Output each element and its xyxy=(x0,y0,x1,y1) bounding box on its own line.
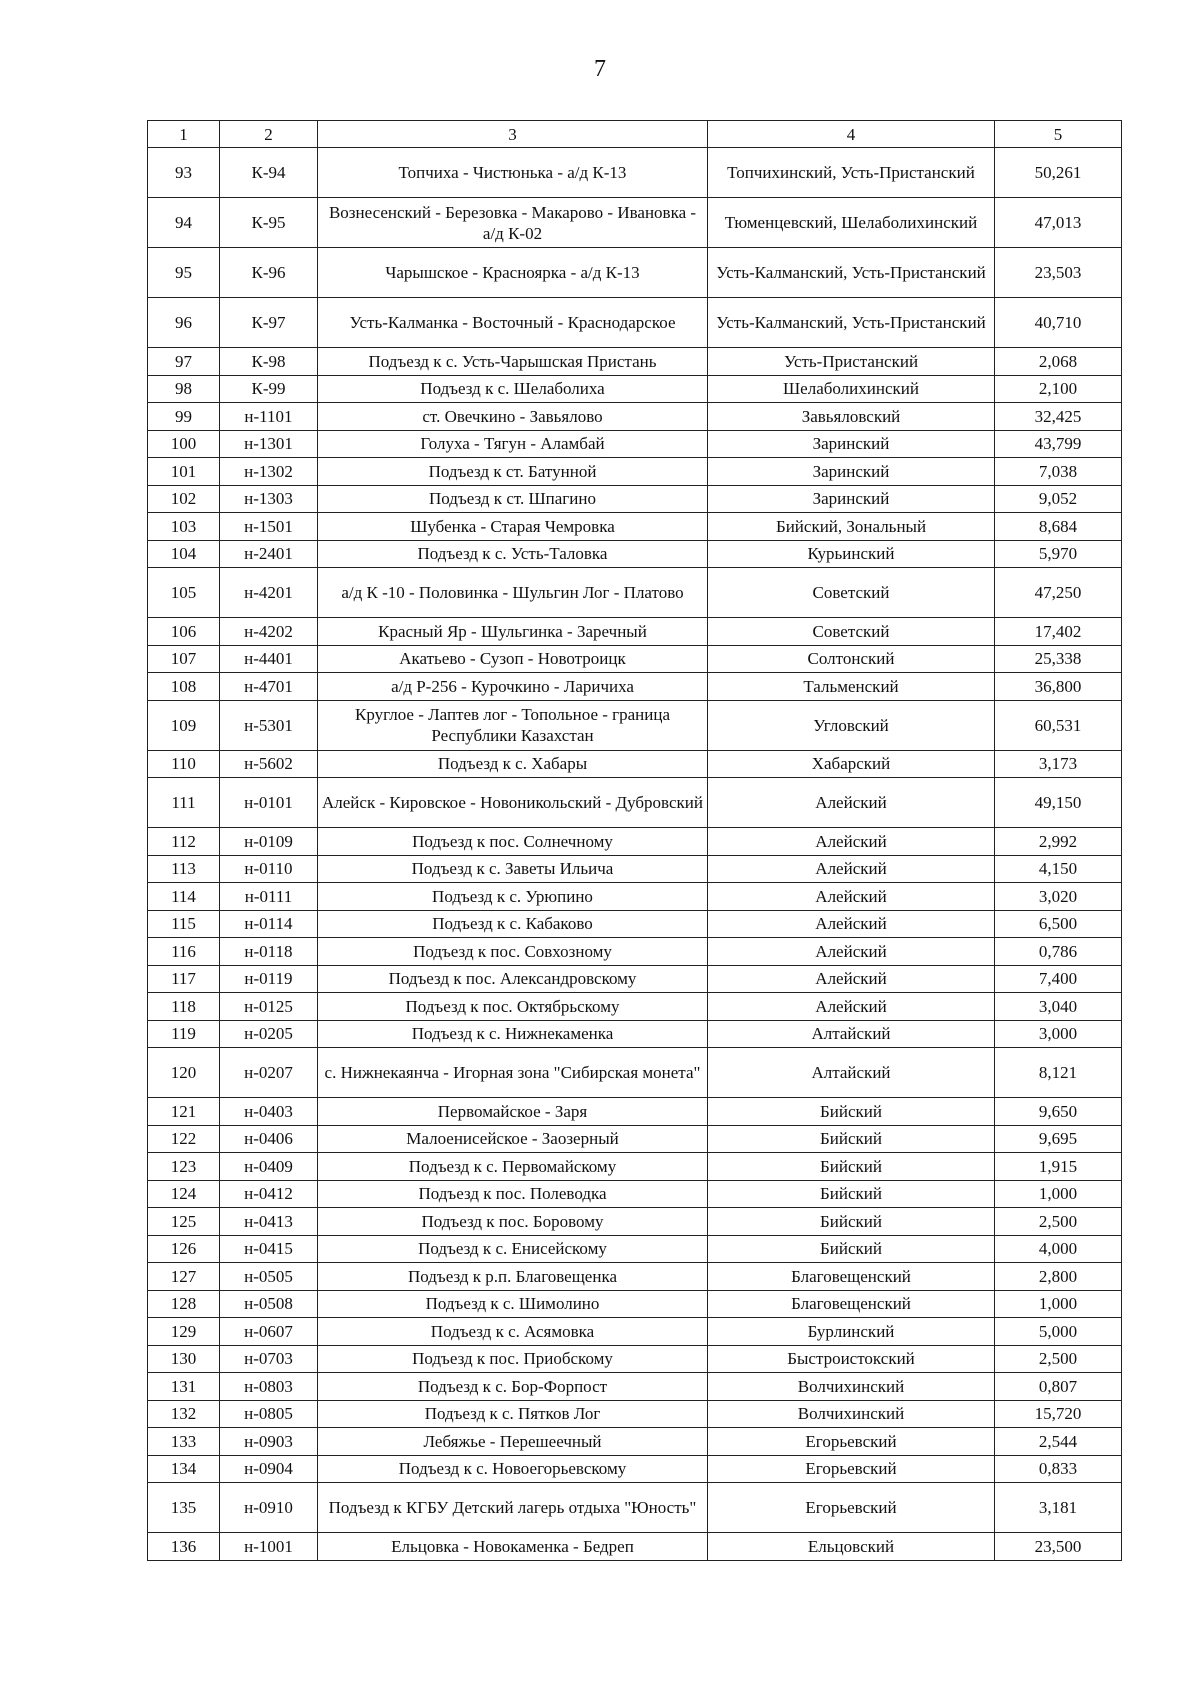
road-name-cell: с. Нижнекаянча - Игорная зона "Сибирская монета" xyxy=(318,1048,708,1098)
length-cell: 1,000 xyxy=(995,1180,1122,1208)
table-row xyxy=(148,1428,1122,1456)
table-row xyxy=(148,883,1122,911)
row-number-cell: 133 xyxy=(148,1428,220,1456)
row-number-cell: 105 xyxy=(148,568,220,618)
road-code-cell: н-0109 xyxy=(220,828,318,856)
district-cell: Тальменский xyxy=(708,673,995,701)
district-cell: Завьяловский xyxy=(708,403,995,431)
road-name-cell: Подъезд к ст. Батунной xyxy=(318,458,708,486)
row-number-cell: 98 xyxy=(148,375,220,403)
district-cell: Усть-Калманский, Усть-Пристанский xyxy=(708,248,995,298)
road-name-cell: Первомайское - Заря xyxy=(318,1098,708,1126)
table-row xyxy=(148,1125,1122,1153)
length-cell: 23,500 xyxy=(995,1533,1122,1561)
table-row xyxy=(148,1373,1122,1401)
district-cell: Благовещенский xyxy=(708,1263,995,1291)
row-number-cell: 107 xyxy=(148,645,220,673)
district-cell: Усть-Калманский, Усть-Пристанский xyxy=(708,298,995,348)
district-cell: Бурлинский xyxy=(708,1318,995,1346)
road-code-cell: н-0803 xyxy=(220,1373,318,1401)
length-cell: 3,000 xyxy=(995,1020,1122,1048)
length-cell: 43,799 xyxy=(995,430,1122,458)
table-row xyxy=(148,910,1122,938)
length-cell: 9,650 xyxy=(995,1098,1122,1126)
length-cell: 2,992 xyxy=(995,828,1122,856)
road-code-cell: н-0118 xyxy=(220,938,318,966)
district-cell: Волчихинский xyxy=(708,1373,995,1401)
road-name-cell: а/д Р-256 - Курочкино - Ларичиха xyxy=(318,673,708,701)
road-code-cell: н-0111 xyxy=(220,883,318,911)
road-name-cell: Подъезд к с. Енисейскому xyxy=(318,1235,708,1263)
road-name-cell: Усть-Калманка - Восточный - Краснодарское xyxy=(318,298,708,348)
table-row xyxy=(148,1098,1122,1126)
length-cell: 50,261 xyxy=(995,148,1122,198)
road-name-cell: Подъезд к с. Усть-Чарышская Пристань xyxy=(318,348,708,376)
road-code-cell: н-4202 xyxy=(220,618,318,646)
row-number-cell: 97 xyxy=(148,348,220,376)
district-cell: Егорьевский xyxy=(708,1455,995,1483)
length-cell: 5,000 xyxy=(995,1318,1122,1346)
district-cell: Тюменцевский, Шелаболихинский xyxy=(708,198,995,248)
road-code-cell: н-1301 xyxy=(220,430,318,458)
road-name-cell: Подъезд к с. Шимолино xyxy=(318,1290,708,1318)
district-cell: Алейский xyxy=(708,910,995,938)
road-name-cell: Вознесенский - Березовка - Макарово - Ивановка - а/д К-02 xyxy=(318,198,708,248)
district-cell: Бийский xyxy=(708,1180,995,1208)
table-row xyxy=(148,700,1122,750)
road-code-cell: К-95 xyxy=(220,198,318,248)
row-number-cell: 94 xyxy=(148,198,220,248)
length-cell: 36,800 xyxy=(995,673,1122,701)
table-row xyxy=(148,673,1122,701)
district-cell: Быстроистокский xyxy=(708,1345,995,1373)
row-number-cell: 126 xyxy=(148,1235,220,1263)
length-cell: 3,181 xyxy=(995,1483,1122,1533)
road-code-cell: н-0409 xyxy=(220,1153,318,1181)
table-row xyxy=(148,1263,1122,1291)
road-name-cell: Подъезд к с. Усть-Таловка xyxy=(318,540,708,568)
page-number: 7 xyxy=(594,56,606,82)
table-row xyxy=(148,485,1122,513)
length-cell: 2,544 xyxy=(995,1428,1122,1456)
table-row xyxy=(148,1455,1122,1483)
district-cell: Бийский xyxy=(708,1125,995,1153)
length-cell: 1,000 xyxy=(995,1290,1122,1318)
road-code-cell: н-1303 xyxy=(220,485,318,513)
road-code-cell: н-0910 xyxy=(220,1483,318,1533)
road-code-cell: н-0415 xyxy=(220,1235,318,1263)
district-cell: Заринский xyxy=(708,458,995,486)
table-row xyxy=(148,1290,1122,1318)
road-name-cell: Голуха - Тягун - Аламбай xyxy=(318,430,708,458)
district-cell: Алейский xyxy=(708,778,995,828)
road-code-cell: н-0125 xyxy=(220,993,318,1021)
length-cell: 9,052 xyxy=(995,485,1122,513)
table-row xyxy=(148,1318,1122,1346)
district-cell: Алейский xyxy=(708,965,995,993)
length-cell: 3,173 xyxy=(995,750,1122,778)
district-cell: Усть-Пристанский xyxy=(708,348,995,376)
row-number-cell: 120 xyxy=(148,1048,220,1098)
table-row xyxy=(148,750,1122,778)
road-code-cell: н-0207 xyxy=(220,1048,318,1098)
road-name-cell: Малоенисейское - Заозерный xyxy=(318,1125,708,1153)
table-row xyxy=(148,198,1122,248)
road-code-cell: н-4201 xyxy=(220,568,318,618)
table-row xyxy=(148,1180,1122,1208)
row-number-cell: 112 xyxy=(148,828,220,856)
road-code-cell: н-0703 xyxy=(220,1345,318,1373)
road-code-cell: н-0413 xyxy=(220,1208,318,1236)
road-name-cell: а/д К -10 - Половинка - Шульгин Лог - Платово xyxy=(318,568,708,618)
row-number-cell: 135 xyxy=(148,1483,220,1533)
district-cell: Алейский xyxy=(708,993,995,1021)
road-name-cell: Подъезд к пос. Совхозному xyxy=(318,938,708,966)
table-row xyxy=(148,298,1122,348)
road-code-cell: н-4701 xyxy=(220,673,318,701)
road-name-cell: Подъезд к с. Шелаболиха xyxy=(318,375,708,403)
district-cell: Советский xyxy=(708,618,995,646)
length-cell: 47,013 xyxy=(995,198,1122,248)
length-cell: 2,800 xyxy=(995,1263,1122,1291)
roads-table xyxy=(147,120,1122,1561)
road-code-cell: н-1101 xyxy=(220,403,318,431)
length-cell: 2,500 xyxy=(995,1208,1122,1236)
road-name-cell: Подъезд к пос. Приобскому xyxy=(318,1345,708,1373)
table-body xyxy=(148,148,1122,1561)
row-number-cell: 122 xyxy=(148,1125,220,1153)
road-code-cell: н-0205 xyxy=(220,1020,318,1048)
row-number-cell: 116 xyxy=(148,938,220,966)
length-cell: 8,121 xyxy=(995,1048,1122,1098)
table-row xyxy=(148,248,1122,298)
length-cell: 4,000 xyxy=(995,1235,1122,1263)
road-code-cell: н-0904 xyxy=(220,1455,318,1483)
district-cell: Алейский xyxy=(708,828,995,856)
road-code-cell: н-0903 xyxy=(220,1428,318,1456)
row-number-cell: 102 xyxy=(148,485,220,513)
district-cell: Угловский xyxy=(708,700,995,750)
table-row xyxy=(148,618,1122,646)
road-code-cell: К-97 xyxy=(220,298,318,348)
row-number-cell: 101 xyxy=(148,458,220,486)
column-header-4: 4 xyxy=(708,121,995,148)
row-number-cell: 96 xyxy=(148,298,220,348)
table-row xyxy=(148,1208,1122,1236)
row-number-cell: 117 xyxy=(148,965,220,993)
district-cell: Советский xyxy=(708,568,995,618)
table-row xyxy=(148,148,1122,198)
length-cell: 9,695 xyxy=(995,1125,1122,1153)
district-cell: Волчихинский xyxy=(708,1400,995,1428)
road-code-cell: н-0101 xyxy=(220,778,318,828)
road-name-cell: Подъезд к с. Заветы Ильича xyxy=(318,855,708,883)
district-cell: Курьинский xyxy=(708,540,995,568)
road-code-cell: н-5602 xyxy=(220,750,318,778)
row-number-cell: 99 xyxy=(148,403,220,431)
district-cell: Егорьевский xyxy=(708,1428,995,1456)
table-row xyxy=(148,778,1122,828)
length-cell: 3,040 xyxy=(995,993,1122,1021)
table-row xyxy=(148,938,1122,966)
table-row xyxy=(148,1235,1122,1263)
road-code-cell: К-99 xyxy=(220,375,318,403)
district-cell: Бийский xyxy=(708,1235,995,1263)
district-cell: Алтайский xyxy=(708,1048,995,1098)
length-cell: 7,038 xyxy=(995,458,1122,486)
length-cell: 49,150 xyxy=(995,778,1122,828)
district-cell: Егорьевский xyxy=(708,1483,995,1533)
row-number-cell: 130 xyxy=(148,1345,220,1373)
district-cell: Алейский xyxy=(708,938,995,966)
length-cell: 6,500 xyxy=(995,910,1122,938)
road-name-cell: Подъезд к пос. Октябрьскому xyxy=(318,993,708,1021)
road-code-cell: н-1001 xyxy=(220,1533,318,1561)
table-row xyxy=(148,1020,1122,1048)
column-header-5: 5 xyxy=(995,121,1122,148)
district-cell: Заринский xyxy=(708,430,995,458)
road-code-cell: н-0805 xyxy=(220,1400,318,1428)
table-row xyxy=(148,993,1122,1021)
road-name-cell: Подъезд к с. Урюпино xyxy=(318,883,708,911)
road-code-cell: н-5301 xyxy=(220,700,318,750)
row-number-cell: 123 xyxy=(148,1153,220,1181)
row-number-cell: 131 xyxy=(148,1373,220,1401)
road-name-cell: Подъезд к с. Бор-Форпост xyxy=(318,1373,708,1401)
header-row xyxy=(148,121,1122,148)
length-cell: 47,250 xyxy=(995,568,1122,618)
table-row xyxy=(148,1345,1122,1373)
table-row xyxy=(148,965,1122,993)
column-header-3: 3 xyxy=(318,121,708,148)
length-cell: 4,150 xyxy=(995,855,1122,883)
length-cell: 8,684 xyxy=(995,513,1122,541)
row-number-cell: 121 xyxy=(148,1098,220,1126)
table-row xyxy=(148,348,1122,376)
road-name-cell: Подъезд к с. Пятков Лог xyxy=(318,1400,708,1428)
row-number-cell: 93 xyxy=(148,148,220,198)
length-cell: 1,915 xyxy=(995,1153,1122,1181)
district-cell: Бийский xyxy=(708,1153,995,1181)
district-cell: Хабарский xyxy=(708,750,995,778)
row-number-cell: 129 xyxy=(148,1318,220,1346)
table-row xyxy=(148,458,1122,486)
row-number-cell: 108 xyxy=(148,673,220,701)
district-cell: Солтонский xyxy=(708,645,995,673)
road-name-cell: Подъезд к пос. Солнечному xyxy=(318,828,708,856)
road-name-cell: Подъезд к с. Асямовка xyxy=(318,1318,708,1346)
road-code-cell: К-94 xyxy=(220,148,318,198)
length-cell: 7,400 xyxy=(995,965,1122,993)
table-row xyxy=(148,430,1122,458)
column-header-1: 1 xyxy=(148,121,220,148)
row-number-cell: 100 xyxy=(148,430,220,458)
row-number-cell: 110 xyxy=(148,750,220,778)
road-code-cell: н-0403 xyxy=(220,1098,318,1126)
length-cell: 5,970 xyxy=(995,540,1122,568)
length-cell: 23,503 xyxy=(995,248,1122,298)
table-row xyxy=(148,513,1122,541)
road-name-cell: Подъезд к пос. Полеводка xyxy=(318,1180,708,1208)
length-cell: 3,020 xyxy=(995,883,1122,911)
row-number-cell: 132 xyxy=(148,1400,220,1428)
road-name-cell: Топчиха - Чистюнька - а/д К-13 xyxy=(318,148,708,198)
road-name-cell: Шубенка - Старая Чемровка xyxy=(318,513,708,541)
length-cell: 2,068 xyxy=(995,348,1122,376)
road-code-cell: н-1501 xyxy=(220,513,318,541)
column-header-2: 2 xyxy=(220,121,318,148)
row-number-cell: 111 xyxy=(148,778,220,828)
table-row xyxy=(148,403,1122,431)
road-name-cell: Подъезд к с. Новоегорьевскому xyxy=(318,1455,708,1483)
table-row xyxy=(148,1400,1122,1428)
length-cell: 0,833 xyxy=(995,1455,1122,1483)
table-row xyxy=(148,568,1122,618)
district-cell: Алейский xyxy=(708,883,995,911)
length-cell: 2,100 xyxy=(995,375,1122,403)
table-row xyxy=(148,645,1122,673)
length-cell: 17,402 xyxy=(995,618,1122,646)
road-name-cell: Алейск - Кировское - Новоникольский - Дубровский xyxy=(318,778,708,828)
table-row xyxy=(148,1153,1122,1181)
district-cell: Топчихинский, Усть-Пристанский xyxy=(708,148,995,198)
road-code-cell: н-0412 xyxy=(220,1180,318,1208)
road-name-cell: Подъезд к КГБУ Детский лагерь отдыха "Юность" xyxy=(318,1483,708,1533)
road-name-cell: Подъезд к с. Нижнекаменка xyxy=(318,1020,708,1048)
road-name-cell: Красный Яр - Шульгинка - Заречный xyxy=(318,618,708,646)
row-number-cell: 118 xyxy=(148,993,220,1021)
table-row xyxy=(148,540,1122,568)
road-name-cell: ст. Овечкино - Завьялово xyxy=(318,403,708,431)
road-name-cell: Ельцовка - Новокаменка - Бедреп xyxy=(318,1533,708,1561)
road-code-cell: К-98 xyxy=(220,348,318,376)
road-code-cell: н-4401 xyxy=(220,645,318,673)
table-row xyxy=(148,1533,1122,1561)
row-number-cell: 103 xyxy=(148,513,220,541)
table-row xyxy=(148,855,1122,883)
table-row xyxy=(148,828,1122,856)
row-number-cell: 124 xyxy=(148,1180,220,1208)
row-number-cell: 113 xyxy=(148,855,220,883)
road-code-cell: н-1302 xyxy=(220,458,318,486)
district-cell: Бийский xyxy=(708,1098,995,1126)
row-number-cell: 136 xyxy=(148,1533,220,1561)
road-code-cell: н-0607 xyxy=(220,1318,318,1346)
row-number-cell: 127 xyxy=(148,1263,220,1291)
road-name-cell: Подъезд к с. Кабаково xyxy=(318,910,708,938)
district-cell: Ельцовский xyxy=(708,1533,995,1561)
road-code-cell: н-0508 xyxy=(220,1290,318,1318)
district-cell: Шелаболихинский xyxy=(708,375,995,403)
district-cell: Алейский xyxy=(708,855,995,883)
road-name-cell: Чарышское - Красноярка - а/д К-13 xyxy=(318,248,708,298)
row-number-cell: 104 xyxy=(148,540,220,568)
district-cell: Бийский, Зональный xyxy=(708,513,995,541)
district-cell: Бийский xyxy=(708,1208,995,1236)
district-cell: Заринский xyxy=(708,485,995,513)
row-number-cell: 125 xyxy=(148,1208,220,1236)
road-code-cell: н-0406 xyxy=(220,1125,318,1153)
row-number-cell: 114 xyxy=(148,883,220,911)
road-name-cell: Круглое - Лаптев лог - Топольное - граница Республики Казахстан xyxy=(318,700,708,750)
table-row xyxy=(148,1483,1122,1533)
road-name-cell: Акатьево - Сузоп - Новотроицк xyxy=(318,645,708,673)
row-number-cell: 134 xyxy=(148,1455,220,1483)
row-number-cell: 95 xyxy=(148,248,220,298)
length-cell: 32,425 xyxy=(995,403,1122,431)
district-cell: Алтайский xyxy=(708,1020,995,1048)
road-name-cell: Подъезд к пос. Боровому xyxy=(318,1208,708,1236)
table-row xyxy=(148,375,1122,403)
row-number-cell: 115 xyxy=(148,910,220,938)
length-cell: 2,500 xyxy=(995,1345,1122,1373)
length-cell: 0,807 xyxy=(995,1373,1122,1401)
row-number-cell: 109 xyxy=(148,700,220,750)
row-number-cell: 128 xyxy=(148,1290,220,1318)
road-name-cell: Подъезд к с. Первомайскому xyxy=(318,1153,708,1181)
length-cell: 60,531 xyxy=(995,700,1122,750)
road-name-cell: Лебяжье - Перешеечный xyxy=(318,1428,708,1456)
road-code-cell: н-0114 xyxy=(220,910,318,938)
length-cell: 40,710 xyxy=(995,298,1122,348)
length-cell: 0,786 xyxy=(995,938,1122,966)
district-cell: Благовещенский xyxy=(708,1290,995,1318)
table-row xyxy=(148,1048,1122,1098)
road-code-cell: н-0505 xyxy=(220,1263,318,1291)
road-code-cell: н-0119 xyxy=(220,965,318,993)
road-code-cell: н-2401 xyxy=(220,540,318,568)
road-code-cell: н-0110 xyxy=(220,855,318,883)
row-number-cell: 119 xyxy=(148,1020,220,1048)
road-name-cell: Подъезд к с. Хабары xyxy=(318,750,708,778)
road-name-cell: Подъезд к р.п. Благовещенка xyxy=(318,1263,708,1291)
length-cell: 15,720 xyxy=(995,1400,1122,1428)
length-cell: 25,338 xyxy=(995,645,1122,673)
road-name-cell: Подъезд к пос. Александровскому xyxy=(318,965,708,993)
road-name-cell: Подъезд к ст. Шпагино xyxy=(318,485,708,513)
road-code-cell: К-96 xyxy=(220,248,318,298)
row-number-cell: 106 xyxy=(148,618,220,646)
